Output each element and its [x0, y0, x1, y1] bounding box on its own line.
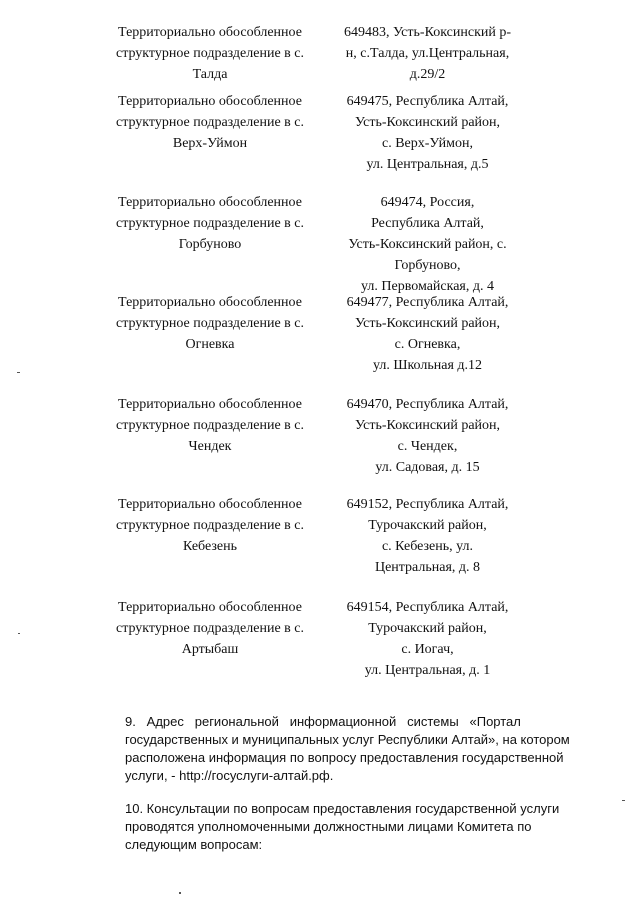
- paragraph-line: 10. Консультации по вопросам предоставления государственной услуги: [125, 801, 560, 816]
- office-address-line: с. Кебезень, ул.: [381, 539, 474, 554]
- office-address-line: 649475, Республика Алтай,: [346, 94, 509, 109]
- scan-speck: [17, 372, 20, 373]
- paragraph-10: [125, 800, 603, 854]
- office-name: [100, 394, 320, 457]
- office-address: [320, 22, 535, 85]
- paragraph-line: государственных и муниципальных услуг Республики Алтай», на котором: [125, 732, 570, 747]
- office-address-line: н, с.Талда, ул.Центральная,: [345, 46, 510, 61]
- office-name-line: Горбуново: [178, 237, 242, 252]
- office-name-line: Территориально обособленное: [118, 397, 302, 412]
- office-address-line: Усть-Коксинский район,: [354, 316, 501, 331]
- office-name-line: Территориально обособленное: [118, 195, 302, 210]
- office-address-line: ул. Первомайская, д. 4: [361, 279, 494, 294]
- paragraph-line: расположена информация по вопросу предоставления государственной: [125, 750, 564, 765]
- office-address-line: 649470, Республика Алтай,: [346, 397, 509, 412]
- scan-speck: [622, 800, 625, 801]
- office-address-line: Усть-Коксинский район,: [354, 115, 501, 130]
- office-name: [100, 494, 320, 557]
- office-address-line: 649474, Россия,: [380, 195, 475, 210]
- office-name: [100, 292, 320, 355]
- office-address-line: Горбуново,: [394, 258, 461, 273]
- office-name-line: Артыбаш: [181, 642, 239, 657]
- office-address-line: Усть-Коксинский район, с.: [348, 237, 507, 252]
- office-address-line: 649477, Республика Алтай,: [346, 295, 509, 310]
- office-address: [320, 394, 535, 478]
- office-address-line: Усть-Коксинский район,: [354, 418, 501, 433]
- office-name-line: Талда: [192, 67, 228, 82]
- office-name-line: структурное подразделение в с.: [115, 518, 304, 533]
- office-name-line: Кебезень: [183, 539, 237, 554]
- office-address-line: с. Иогач,: [401, 642, 454, 657]
- scan-speck: [18, 633, 20, 634]
- office-name-line: Верх-Уймон: [172, 136, 248, 151]
- office-address-line: ул. Центральная, д. 1: [364, 663, 491, 678]
- paragraph-line: услуги, - http://госуслуги-алтай.рф.: [125, 768, 334, 783]
- office-address-line: 649154, Республика Алтай,: [346, 600, 509, 615]
- office-address-line: ул. Школьная д.12: [372, 358, 483, 373]
- office-name-line: структурное подразделение в с.: [115, 316, 304, 331]
- office-name-line: Чендек: [188, 439, 232, 454]
- office-name-line: Территориально обособленное: [118, 600, 302, 615]
- paragraph-line: следующим вопросам:: [125, 837, 263, 852]
- office-address-line: Центральная, д. 8: [374, 560, 481, 575]
- office-address-line: ул. Садовая, д. 15: [375, 460, 480, 475]
- office-name-line: структурное подразделение в с.: [115, 216, 304, 231]
- office-address-line: д.29/2: [409, 67, 446, 82]
- office-address-line: 649483, Усть-Коксинский р-: [343, 25, 512, 40]
- office-address-line: с. Верх-Уймон,: [382, 136, 473, 151]
- office-name-line: структурное подразделение в с.: [115, 115, 304, 130]
- office-address: [320, 597, 535, 681]
- office-address: [320, 91, 535, 175]
- office-name: [100, 597, 320, 660]
- paragraph-line: проводятся уполномоченными должностными лицами Комитета по: [125, 819, 532, 834]
- office-name-line: Территориально обособленное: [118, 94, 302, 109]
- scan-speck: [179, 892, 181, 894]
- office-name-line: Территориально обособленное: [118, 497, 302, 512]
- office-address-line: с. Чендек,: [397, 439, 458, 454]
- office-address-line: Турочакский район,: [368, 518, 487, 533]
- office-name: [100, 22, 320, 85]
- office-name-line: Территориально обособленное: [118, 25, 302, 40]
- office-address-line: ул. Центральная, д.5: [366, 157, 489, 172]
- office-name-line: структурное подразделение в с.: [115, 418, 304, 433]
- office-name: [100, 192, 320, 255]
- office-name: [100, 91, 320, 154]
- office-address: [320, 292, 535, 376]
- paragraph-line: 9. Адрес региональной информационной системы «Портал: [125, 714, 521, 729]
- office-name-line: структурное подразделение в с.: [115, 46, 304, 61]
- office-name-line: Территориально обособленное: [118, 295, 302, 310]
- office-address: [320, 494, 535, 578]
- office-address-line: Республика Алтай,: [371, 216, 484, 231]
- paragraph-9: [125, 713, 603, 785]
- office-address: [320, 192, 535, 297]
- office-address-line: 649152, Республика Алтай,: [346, 497, 509, 512]
- office-address-line: Турочакский район,: [368, 621, 487, 636]
- office-address-line: с. Огневка,: [394, 337, 461, 352]
- office-name-line: структурное подразделение в с.: [115, 621, 304, 636]
- office-name-line: Огневка: [185, 337, 235, 352]
